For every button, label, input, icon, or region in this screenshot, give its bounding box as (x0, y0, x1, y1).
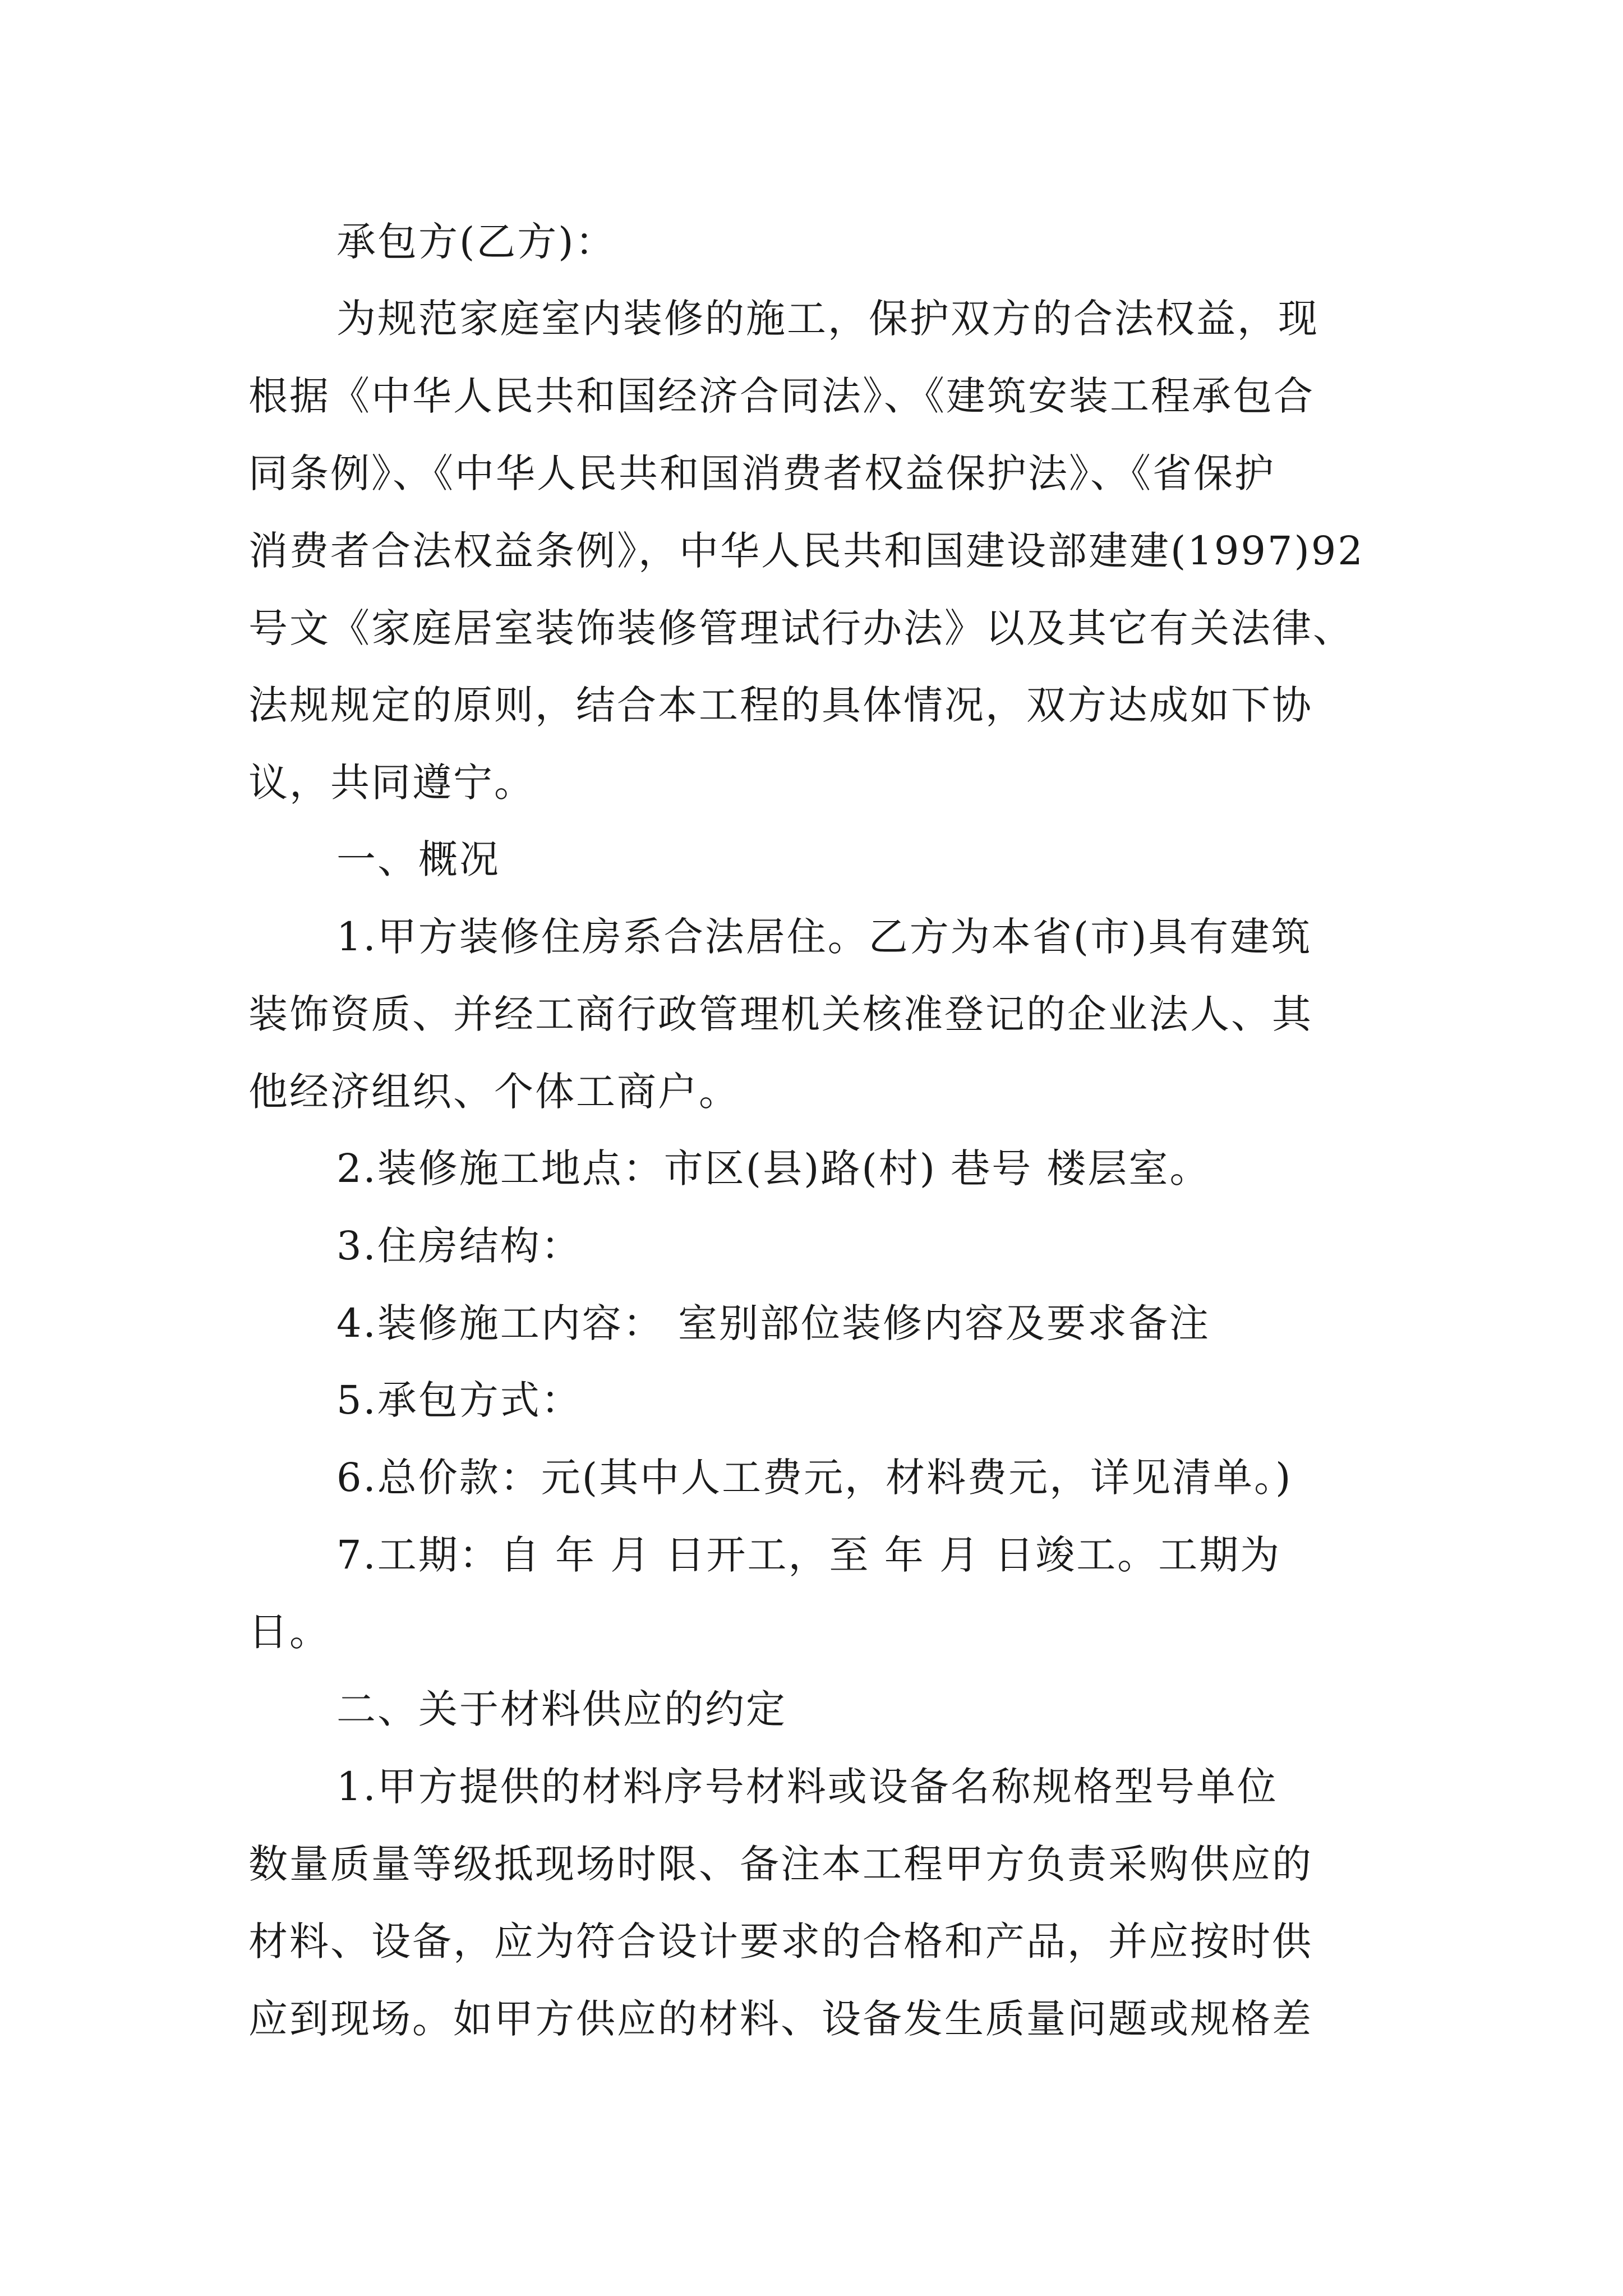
text-line: 1.甲方装修住房系合法居住。乙方为本省(市)具有建筑 (336, 914, 1312, 960)
text-line: 7.工期：自 年 月 日开工，至 年 月 日竣工。工期为 (336, 1532, 1281, 1578)
text-line: 法规规定的原则，结合本工程的具体情况，双方达成如下协 (248, 682, 1313, 728)
text-line: 日。 (248, 1609, 330, 1655)
text-line: 议，共同遵宁。 (248, 760, 535, 806)
text-line: 2.装修施工地点：市区(县)路(村) 巷号 楼层室。 (336, 1145, 1211, 1191)
text-line: 材料、设备，应为符合设计要求的合格和产品，并应按时供 (248, 1918, 1313, 1964)
text-line: 6.总价款：元(其中人工费元，材料费元，详见清单。) (336, 1455, 1293, 1501)
text-line: 号文《家庭居室装饰装修管理试行办法》以及其它有关法律、 (248, 605, 1354, 651)
text-line: 同条例》、《中华人民共和国消费者权益保护法》、《省保护 (248, 450, 1275, 496)
section-heading: 二、关于材料供应的约定 (336, 1686, 787, 1732)
text-line: 装饰资质、并经工商行政管理机关核准登记的企业法人、其 (248, 991, 1313, 1037)
text-line: 4.装修施工内容： 室别部位装修内容及要求备注 (336, 1300, 1211, 1346)
section-heading: 一、概况 (336, 836, 500, 882)
text-line: 应到现场。如甲方供应的材料、设备发生质量问题或规格差 (248, 1996, 1313, 2042)
text-line: 承包方(乙方)： (336, 219, 616, 265)
text-line: 数量质量等级抵现场时限、备注本工程甲方负责采购供应的 (248, 1841, 1313, 1887)
text-line: 为规范家庭室内装修的施工，保护双方的合法权益，现 (336, 296, 1319, 342)
text-line: 3.住房结构： (336, 1223, 582, 1269)
text-line: 根据《中华人民共和国经济合同法》、《建筑安装工程承包合 (248, 373, 1315, 419)
text-line: 消费者合法权益条例》，中华人民共和国建设部建建(1997)92 (248, 528, 1364, 574)
text-line: 他经济组织、个体工商户。 (248, 1069, 740, 1115)
text-line: 5.承包方式： (336, 1377, 582, 1423)
text-line: 1.甲方提供的材料序号材料或设备名称规格型号单位 (336, 1764, 1278, 1810)
